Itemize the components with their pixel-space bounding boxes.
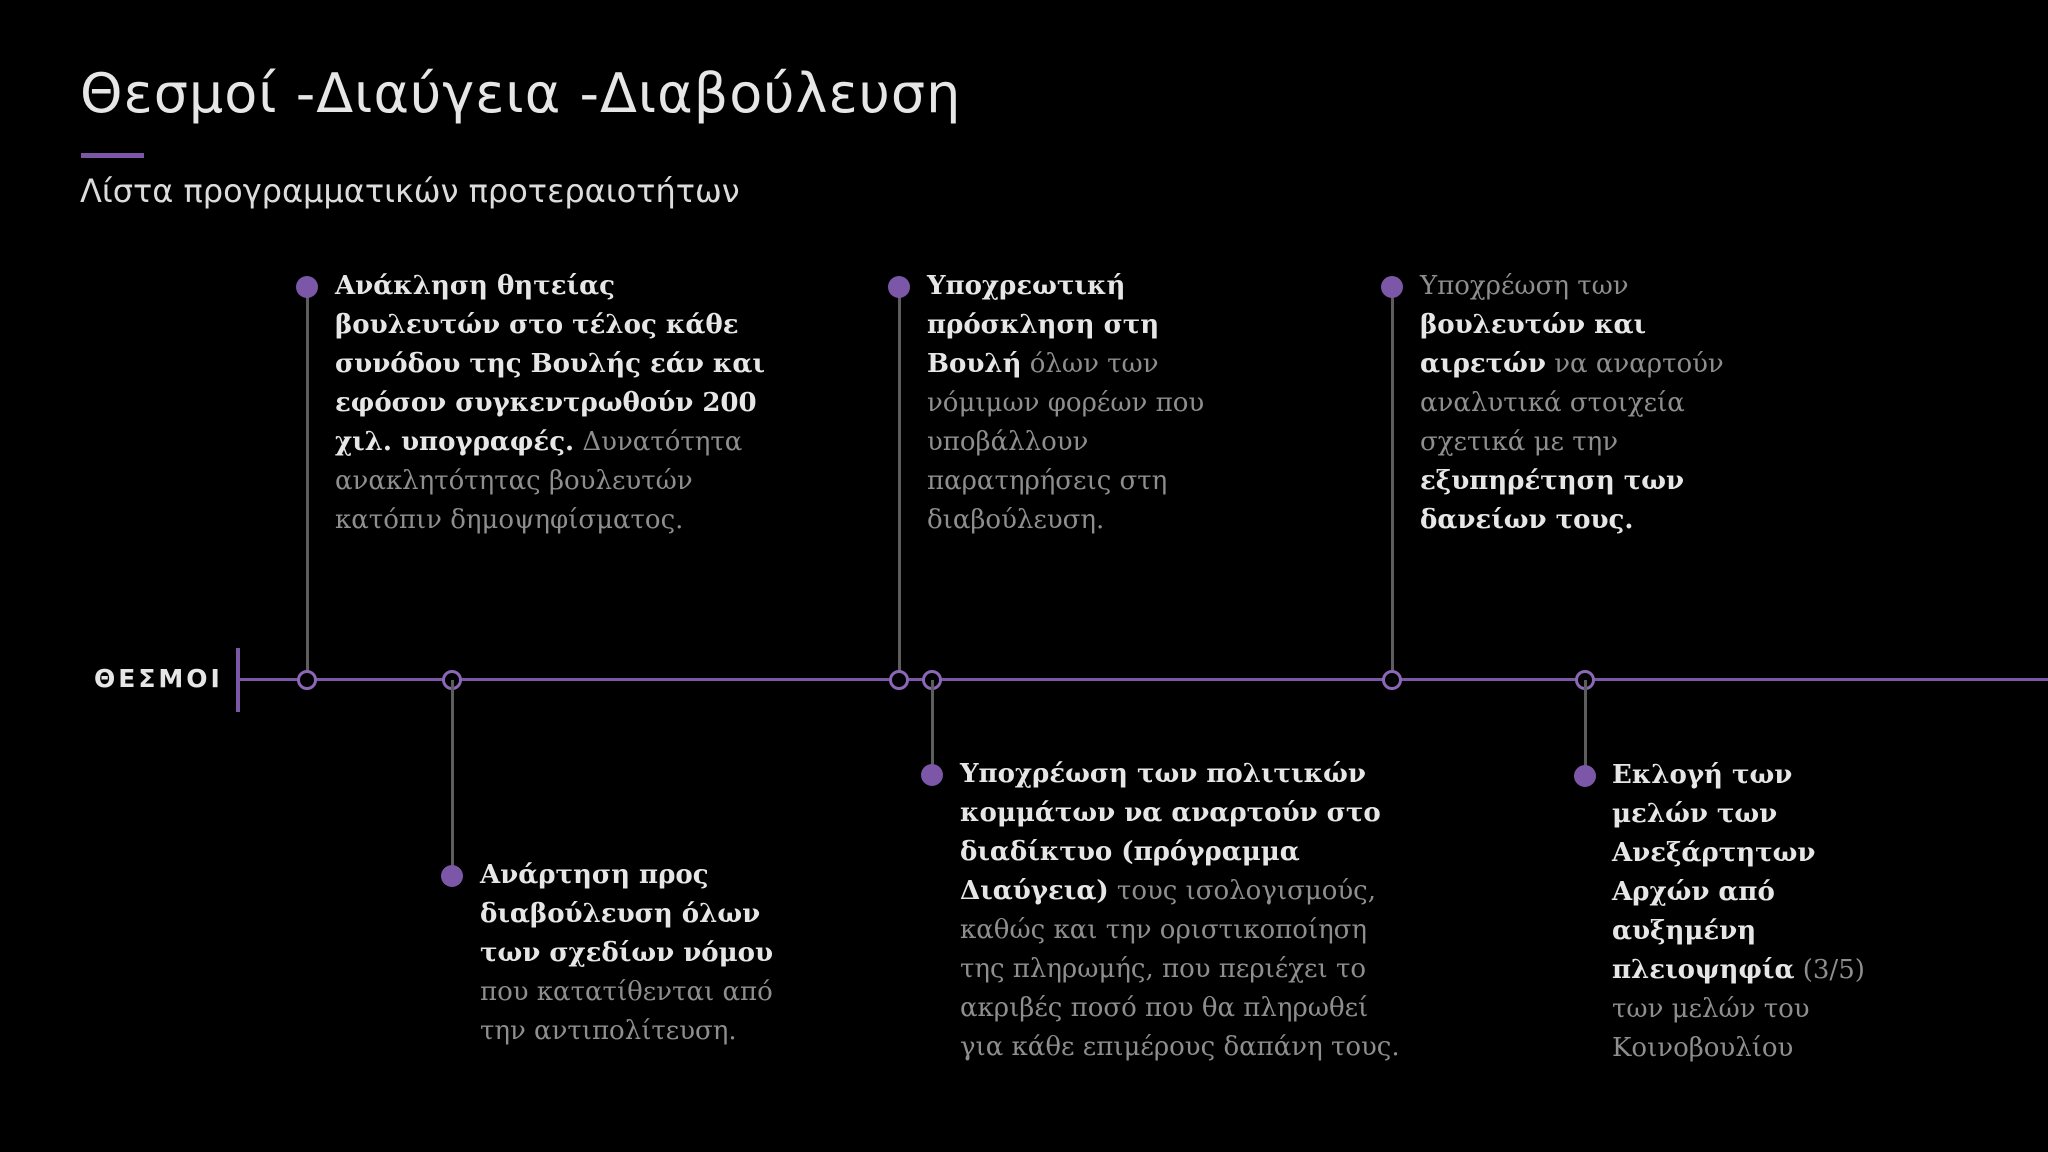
timeline-marker-dot [441,865,463,887]
timeline-marker-dot [888,276,910,298]
timeline-axis-node [1382,670,1402,690]
timeline-item-3-text: όλων των νόμιμων φορέων που υποβάλλουν παρατηρήσεις στη διαβούλευση. [927,349,1205,535]
timeline-marker-dot [1381,276,1403,298]
timeline-item-5-text-before: Υποχρέωση των [1420,271,1629,301]
timeline-stem [931,680,934,776]
timeline-item-4-text: τους ισολογισμούς, καθώς και την οριστικοποίηση της πληρωμής, που περιέχει το ακριβές ποσό που θα πληρωθεί για κάθε επιμέρους δαπάνη τους. [960,876,1400,1062]
timeline-item-4 [960,755,1410,1067]
timeline-row-label: ΘΕΣΜΟΙ [94,664,223,693]
timeline-item-6 [1612,756,1887,1068]
timeline-item-2 [480,856,780,1051]
timeline-item-5-bold: βουλευτών και αιρετών [1420,310,1647,379]
timeline-stem [898,287,901,680]
timeline-item-5-bold-end: εξυπηρέτηση των δανείων τους. [1420,466,1685,535]
slide-title: Θεσμοί -Διαύγεια -Διαβούλευση [80,62,962,125]
timeline-item-3-bold: Υποχρεωτική πρόσκληση στη Βουλή [927,271,1160,379]
timeline-stem [1391,287,1394,680]
timeline-item-6-text: (3/5) των μελών του Κοινοβουλίου [1612,955,1865,1063]
timeline-item-5-text-middle: να αναρτούν αναλυτικά στοιχεία σχετικά με την [1420,349,1724,457]
slide-subtitle: Λίστα προγραμματικών προτεραιοτήτων [80,172,740,210]
timeline-marker-dot [921,764,943,786]
timeline-item-1-text: Δυνατότητα ανακλητότητας βουλευτών κατόπιν δημοψηφίσματος. [335,427,743,535]
timeline-item-1 [335,267,765,540]
timeline-marker-dot [1574,765,1596,787]
timeline-stem [1584,680,1587,776]
title-accent-rule [81,153,144,158]
timeline-stem [451,680,454,876]
timeline-item-2-text: που κατατίθενται από την αντιπολίτευση. [480,977,773,1046]
timeline-item-3 [927,267,1237,540]
timeline-item-1-bold: Ανάκληση θητείας βουλευτών στο τέλος κάθε συνόδου της Βουλής εάν και εφόσον συγκεντρωθούν 200 χιλ. υπογραφές. [335,271,766,457]
timeline-axis-node [889,670,909,690]
timeline-stem [306,287,309,680]
timeline-item-5 [1420,267,1730,540]
timeline-axis-node [297,670,317,690]
timeline-item-4-bold: Υποχρέωση των πολιτικών κομμάτων να αναρτούν στο διαδίκτυο (πρόγραμμα Διαύγεια) [960,759,1381,906]
timeline-marker-dot [296,276,318,298]
timeline-axis [238,678,2048,681]
timeline-item-2-bold: Ανάρτηση προς διαβούλευση όλων των σχεδίων νόμου [480,860,773,968]
timeline-item-6-bold: Εκλογή των μελών των Ανεξάρτητων Αρχών από αυξημένη πλειοψηφία [1612,760,1816,985]
